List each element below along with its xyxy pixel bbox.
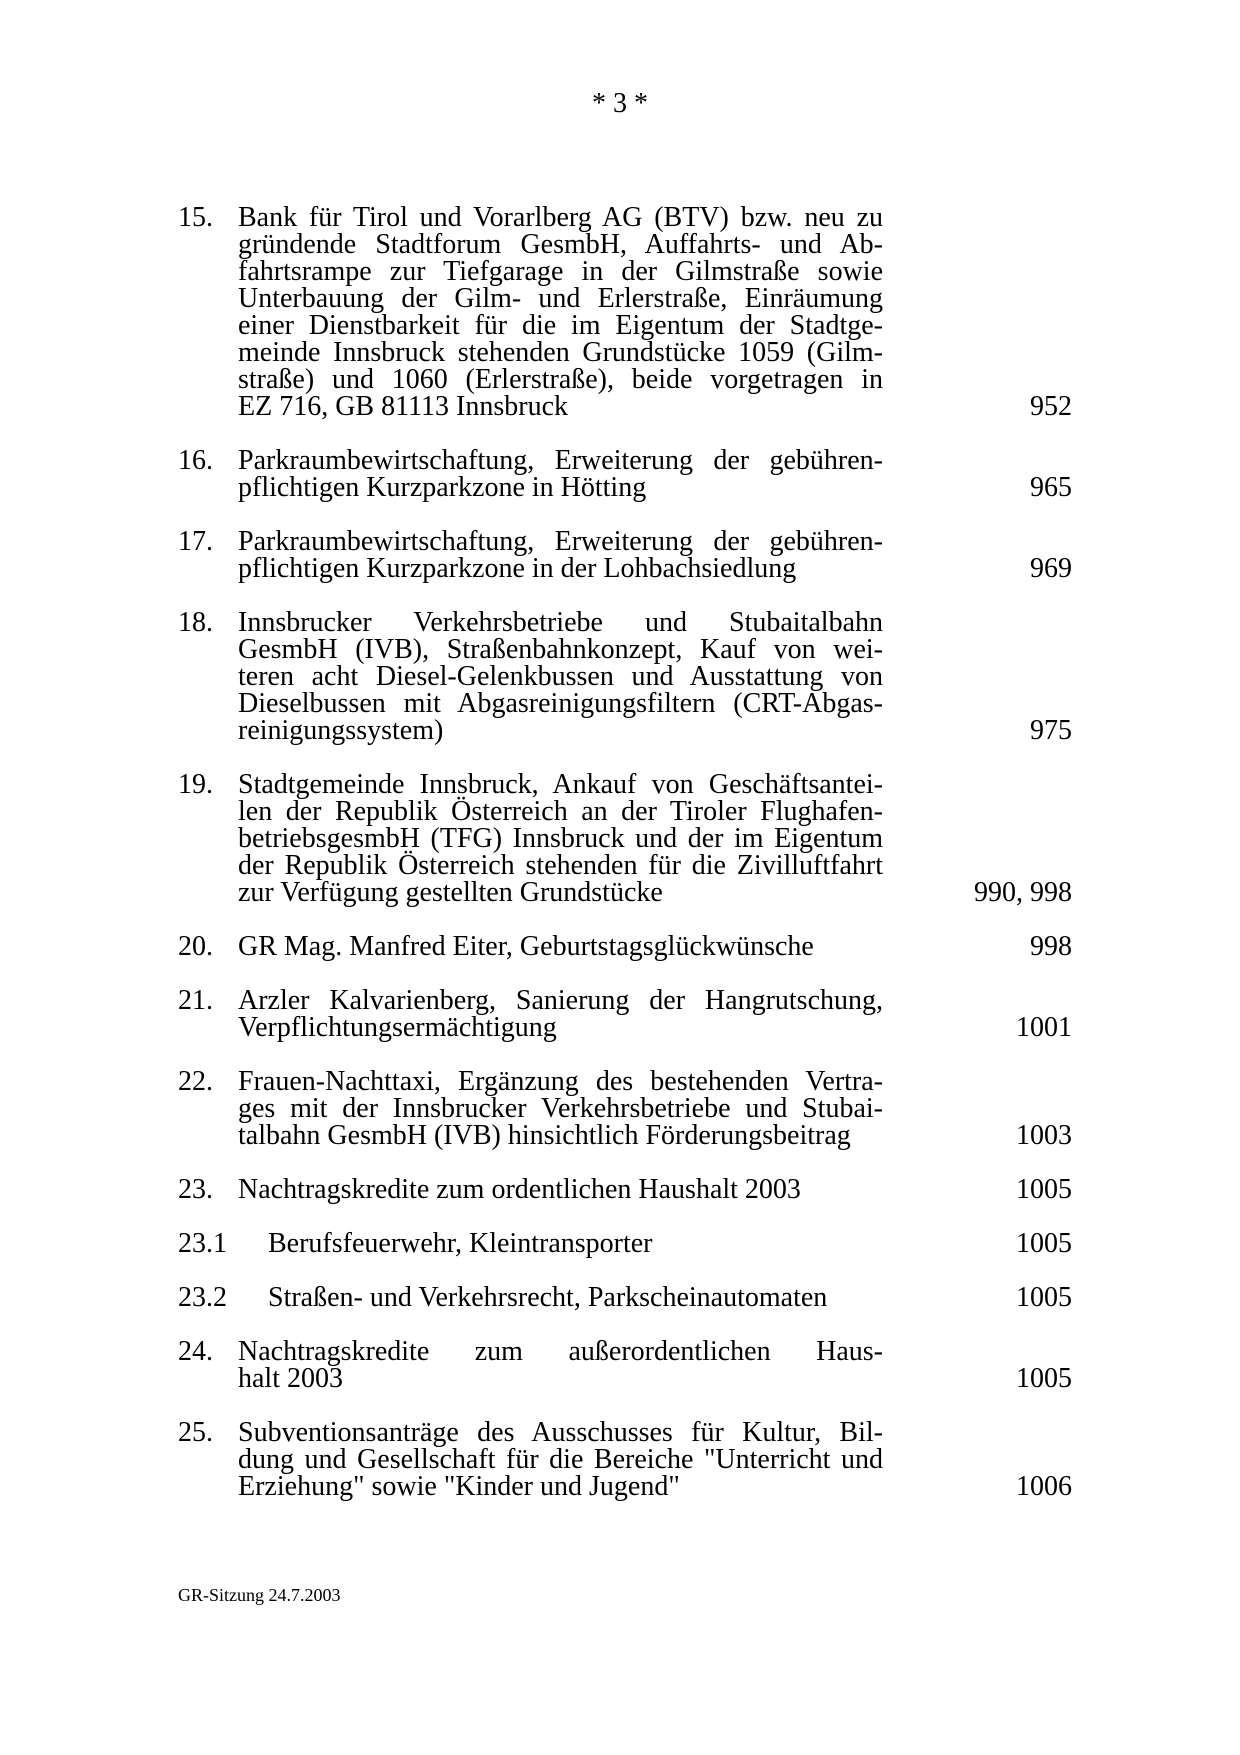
toc-entry-title-line: teren acht Diesel-Gelenkbussen und Ausstattung von: [238, 661, 883, 692]
toc-entry: [178, 987, 1072, 1041]
toc-entry-number: 18.: [178, 607, 213, 638]
toc-entry-title-line: Erziehung" sowie "Kinder und Jugend": [238, 1471, 680, 1502]
toc-entry-title-line: einer Dienstbarkeit für die im Eigentum der Stadtge-: [238, 310, 883, 341]
toc-entry-title-line: fahrtsrampe zur Tiefgarage in der Gilmstraße sowie: [238, 256, 883, 287]
toc-entry-title-line: talbahn GesmbH (IVB) hinsichtlich Förderungsbeitrag: [238, 1120, 851, 1151]
toc-entry-number: 25.: [178, 1417, 213, 1448]
toc-entry-title-line: pflichtigen Kurzparkzone in Hötting: [238, 472, 647, 503]
toc-entry-title-line: Parkraumbewirtschaftung, Erweiterung der gebühren-: [238, 445, 883, 476]
toc-entry-title-line: gründende Stadtforum GesmbH, Auffahrts- und Ab-: [238, 229, 883, 260]
toc-entry-title-line: ges mit der Innsbrucker Verkehrsbetriebe und Stubai-: [238, 1093, 883, 1124]
toc-entry: [178, 1230, 1072, 1257]
toc-entry-title-line: Nachtragskredite zum außerordentlichen Haus-: [238, 1336, 883, 1367]
toc-entry-title-line: Subventionsanträge des Ausschusses für Kultur, Bil-: [238, 1417, 883, 1448]
toc-entry-title: [238, 204, 883, 420]
toc-entry-number: 17.: [178, 526, 213, 557]
toc-entry-page: 1001: [1016, 1012, 1072, 1043]
toc-entry-title-line: reinigungssystem): [238, 715, 444, 746]
toc-entry-title-line: Nachtragskredite zum ordentlichen Haushalt 2003: [238, 1174, 801, 1205]
toc-entry-page: 1003: [1016, 1120, 1072, 1151]
toc-entry-number: 23.1: [178, 1228, 227, 1259]
toc-entry-page: 998: [1030, 931, 1072, 962]
toc-entry-title: [238, 1176, 883, 1203]
toc-entry: [178, 1284, 1072, 1311]
toc-entry-title-line: Stadtgemeinde Innsbruck, Ankauf von Geschäftsantei-: [238, 769, 883, 800]
toc-entry-title-line: Straßen- und Verkehrsrecht, Parkscheinautomaten: [268, 1282, 828, 1313]
toc-entry: [178, 528, 1072, 582]
toc-entry-page: 975: [1030, 715, 1072, 746]
toc-entry-number: 23.: [178, 1174, 213, 1205]
toc-entry-title-line: Parkraumbewirtschaftung, Erweiterung der gebühren-: [238, 526, 883, 557]
toc-entry-page: 1005: [1016, 1174, 1072, 1205]
toc-entry-page: 1006: [1016, 1471, 1072, 1502]
toc-entry-title: [238, 987, 883, 1041]
toc-entry-title: [238, 447, 883, 501]
toc-entry-number: 15.: [178, 202, 213, 233]
toc-entry-title-line: Arzler Kalvarienberg, Sanierung der Hangrutschung,: [238, 985, 883, 1016]
toc-entry-title-line: Dieselbussen mit Abgasreinigungsfiltern (CRT-Abgas-: [238, 688, 883, 719]
toc-entry: [178, 1338, 1072, 1392]
toc-entry: [178, 1419, 1072, 1500]
toc-entry-number: 23.2: [178, 1282, 227, 1313]
toc-entry-page: 1005: [1016, 1228, 1072, 1259]
toc-entry-number: 24.: [178, 1336, 213, 1367]
toc-entry: [178, 447, 1072, 501]
toc-entry-title-line: EZ 716, GB 81113 Innsbruck: [238, 391, 568, 422]
toc-entry-title: [268, 1284, 883, 1311]
toc-entry-title: [238, 771, 883, 906]
toc-entry-title-line: betriebsgesmbH (TFG) Innsbruck und der im Eigentum: [238, 823, 883, 854]
toc-entry-title-line: Frauen-Nachttaxi, Ergänzung des bestehenden Vertra-: [238, 1066, 883, 1097]
toc-entry-title-line: len der Republik Österreich an der Tiroler Flughafen-: [238, 796, 883, 827]
toc-entry-title: [238, 1338, 883, 1392]
toc-entry-title-line: dung und Gesellschaft für die Bereiche "Unterricht und: [238, 1444, 883, 1475]
toc-entry-number: 20.: [178, 931, 213, 962]
toc-entry: [178, 933, 1072, 960]
toc-entry-page: 969: [1030, 553, 1072, 584]
page-marker: * 3 *: [592, 88, 648, 119]
toc-entry-title: [238, 1068, 883, 1149]
toc-entry-page: 990, 998: [974, 877, 1072, 908]
toc-entry-page: 965: [1030, 472, 1072, 503]
toc-entry: [178, 1176, 1072, 1203]
toc-entry-number: 22.: [178, 1066, 213, 1097]
toc-entry-number: 19.: [178, 769, 213, 800]
toc-entry: [178, 771, 1072, 906]
toc-entry-number: 21.: [178, 985, 213, 1016]
toc-entry-title-line: straße) und 1060 (Erlerstraße), beide vorgetragen in: [238, 364, 883, 395]
toc-entry-title-line: der Republik Österreich stehenden für die Zivilluftfahrt: [238, 850, 883, 881]
toc-entry-title-line: Unterbauung der Gilm- und Erlerstraße, Einräumung: [238, 283, 883, 314]
toc-entry-title-line: Bank für Tirol und Vorarlberg AG (BTV) bzw. neu zu: [238, 202, 883, 233]
toc-entry-title-line: zur Verfügung gestellten Grundstücke: [238, 877, 663, 908]
toc-entry: [178, 204, 1072, 420]
toc-entry-title: [238, 1419, 883, 1500]
toc-entry-title-line: Berufsfeuerwehr, Kleintransporter: [268, 1228, 653, 1259]
toc-entry-title: [268, 1230, 883, 1257]
toc-entry-title-line: Verpflichtungsermächtigung: [238, 1012, 557, 1043]
table-of-contents: [178, 204, 1072, 1527]
toc-entry-title-line: meinde Innsbruck stehenden Grundstücke 1059 (Gilm-: [238, 337, 883, 368]
toc-entry-title-line: pflichtigen Kurzparkzone in der Lohbachsiedlung: [238, 553, 797, 584]
toc-entry-title: [238, 933, 883, 960]
toc-entry-title-line: Innsbrucker Verkehrsbetriebe und Stubaitalbahn: [238, 607, 883, 638]
toc-entry-title: [238, 528, 883, 582]
toc-entry: [178, 609, 1072, 744]
toc-entry-page: 952: [1030, 391, 1072, 422]
toc-entry-page: 1005: [1016, 1282, 1072, 1313]
toc-entry-title-line: GR Mag. Manfred Eiter, Geburtstagsglückwünsche: [238, 931, 814, 962]
footer-session-date: GR-Sitzung 24.7.2003: [178, 1585, 341, 1605]
toc-entry-title-line: halt 2003: [238, 1363, 343, 1394]
toc-entry: [178, 1068, 1072, 1149]
toc-entry-page: 1005: [1016, 1363, 1072, 1394]
toc-entry-title: [238, 609, 883, 744]
toc-entry-title-line: GesmbH (IVB), Straßenbahnkonzept, Kauf von wei-: [238, 634, 883, 665]
toc-entry-number: 16.: [178, 445, 213, 476]
